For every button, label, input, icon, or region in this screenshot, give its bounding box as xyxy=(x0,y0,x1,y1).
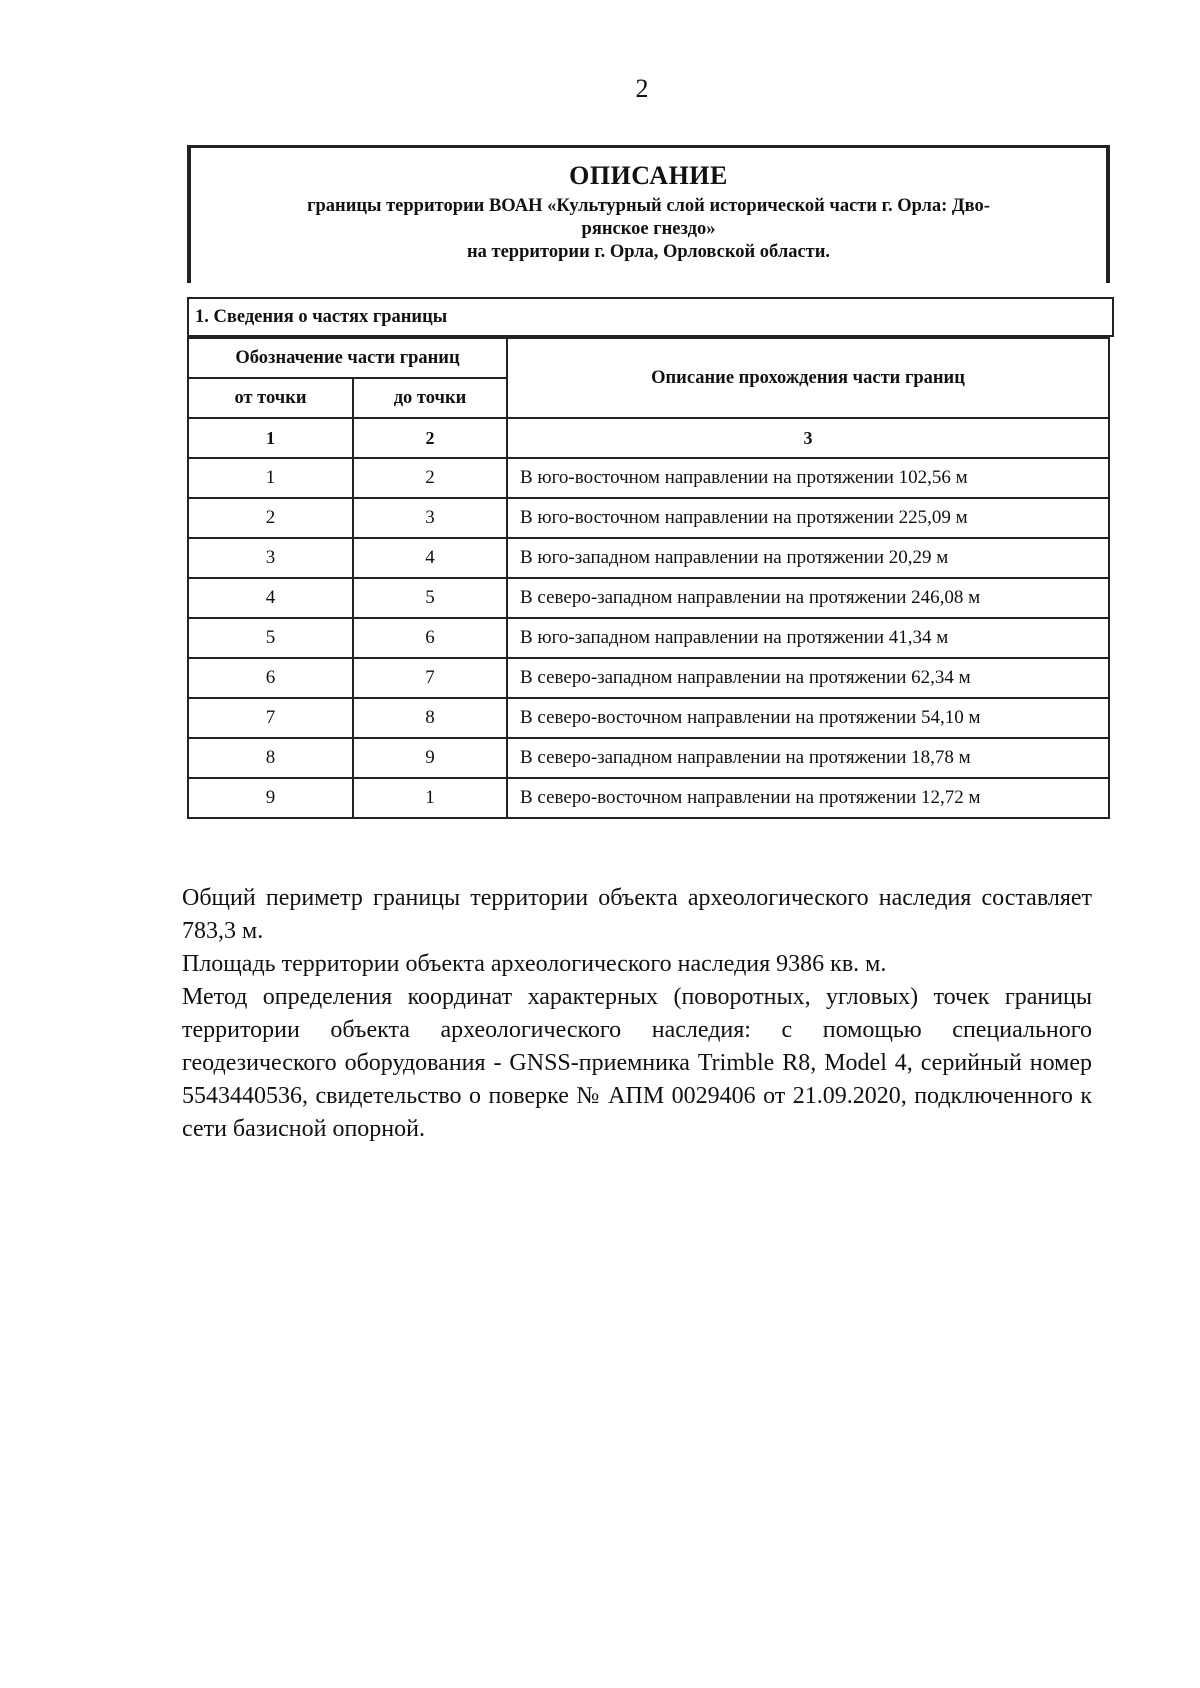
to-point: 8 xyxy=(353,698,507,738)
part-description: В юго-западном направлении на протяжении 41,34 м xyxy=(507,618,1109,658)
perimeter-paragraph: Общий периметр границы территории объекта археологического наследия составляет 783,3 м. xyxy=(182,885,1092,944)
table-head-from: от точки xyxy=(188,378,353,418)
part-description: В северо-западном направлении на протяжении 18,78 м xyxy=(507,738,1109,778)
from-point: 2 xyxy=(188,498,353,538)
subtitle-line-1: границы территории ВОАН «Культурный слой исторической части г. Орла: Дво- xyxy=(307,196,990,216)
table-row xyxy=(188,698,1109,738)
from-point: 9 xyxy=(188,778,353,818)
part-description: В юго-восточном направлении на протяжении 225,09 м xyxy=(507,498,1109,538)
subtitle-line-2: рянское гнездо» xyxy=(581,219,716,239)
part-description: В юго-западном направлении на протяжении 20,29 м xyxy=(507,538,1109,578)
table-column-numbers xyxy=(188,418,1109,458)
footer-text xyxy=(182,882,1092,1146)
from-point: 7 xyxy=(188,698,353,738)
method-paragraph: Метод определения координат характерных (поворотных, угловых) точек границы территории объекта археологического наследия: с помощью специального геодезического оборудования - GNSS-приемника Trimble R8, Model 4, серийный номер 5543440536, свидетельство о поверке № АПМ 0029406 от 21.09.2020, подключенного к сети базисной опорной. xyxy=(182,984,1092,1142)
part-description: В северо-восточном направлении на протяжении 12,72 м xyxy=(507,778,1109,818)
part-description: В северо-восточном направлении на протяжении 54,10 м xyxy=(507,698,1109,738)
boundary-parts-table xyxy=(187,337,1110,819)
to-point: 1 xyxy=(353,778,507,818)
area-paragraph: Площадь территории объекта археологического наследия 9386 кв. м. xyxy=(182,951,887,977)
to-point: 6 xyxy=(353,618,507,658)
table-head-description: Описание прохождения части границ xyxy=(507,338,1109,418)
table-row xyxy=(188,658,1109,698)
column-number: 1 xyxy=(188,418,353,458)
to-point: 3 xyxy=(353,498,507,538)
from-point: 5 xyxy=(188,618,353,658)
document-header xyxy=(187,145,1110,283)
part-description: В северо-западном направлении на протяжении 62,34 м xyxy=(507,658,1109,698)
document-title: ОПИСАНИЕ xyxy=(569,161,728,190)
table-row xyxy=(188,738,1109,778)
table-row xyxy=(188,618,1109,658)
part-description: В юго-восточном направлении на протяжении 102,56 м xyxy=(507,458,1109,498)
table-row xyxy=(188,538,1109,578)
to-point: 9 xyxy=(353,738,507,778)
page-number: 2 xyxy=(635,74,649,103)
from-point: 4 xyxy=(188,578,353,618)
to-point: 2 xyxy=(353,458,507,498)
table-row xyxy=(188,778,1109,818)
table-head-to: до точки xyxy=(353,378,507,418)
table-row xyxy=(188,498,1109,538)
to-point: 4 xyxy=(353,538,507,578)
table-row xyxy=(188,578,1109,618)
section-title: 1. Сведения о частях границы xyxy=(187,297,1114,337)
to-point: 5 xyxy=(353,578,507,618)
from-point: 6 xyxy=(188,658,353,698)
from-point: 8 xyxy=(188,738,353,778)
to-point: 7 xyxy=(353,658,507,698)
subtitle-line-3: на территории г. Орла, Орловской области. xyxy=(466,242,831,262)
column-number: 2 xyxy=(353,418,507,458)
table-row xyxy=(188,458,1109,498)
from-point: 1 xyxy=(188,458,353,498)
document-subtitle xyxy=(219,195,1078,264)
from-point: 3 xyxy=(188,538,353,578)
column-number: 3 xyxy=(507,418,1109,458)
table-head-group: Обозначение части границ xyxy=(188,338,507,378)
part-description: В северо-западном направлении на протяжении 246,08 м xyxy=(507,578,1109,618)
